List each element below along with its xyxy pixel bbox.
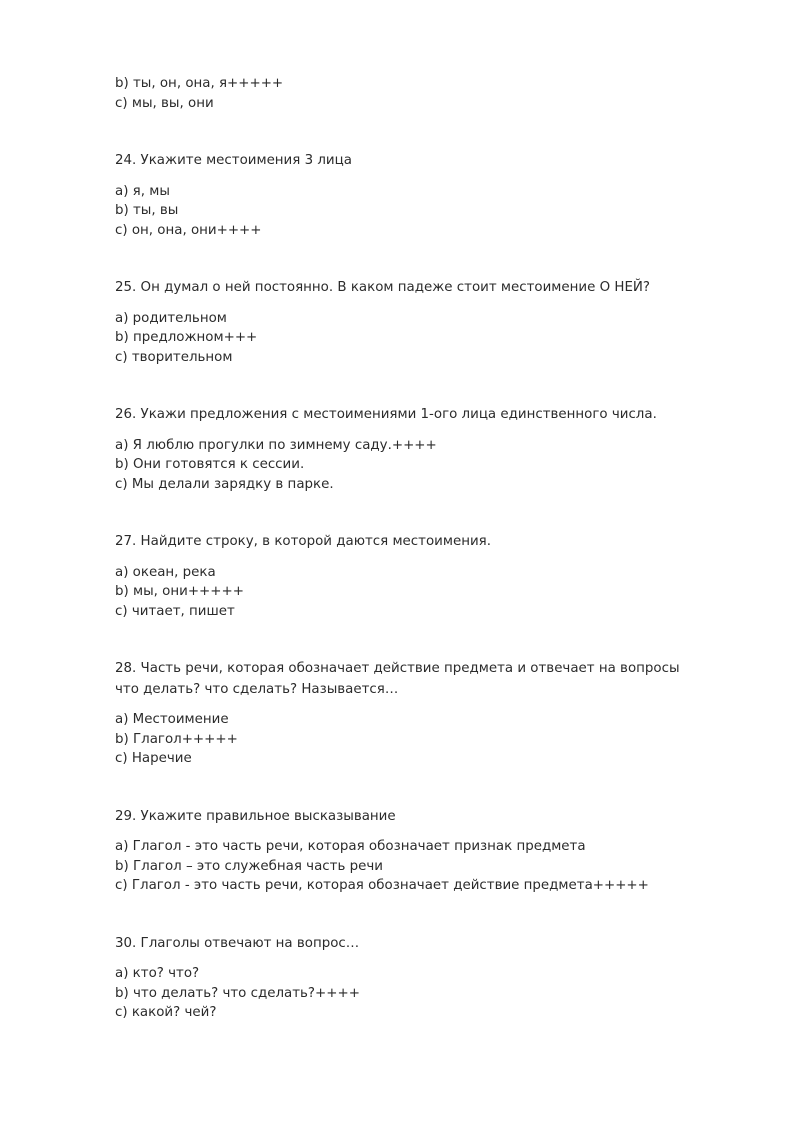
continued-options <box>115 74 715 113</box>
question-24 <box>115 151 715 240</box>
question-27 <box>115 532 715 621</box>
question-text: 30. Глаголы отвечают на вопрос… <box>115 935 360 951</box>
option-b: b) Глагол – это служебная часть речи <box>115 858 383 874</box>
question-text: 24. Укажите местоимения 3 лица <box>115 153 352 168</box>
question-28 <box>115 659 715 769</box>
option-c: c) Глагол - это часть речи, которая обозначает действие предмета+++++ <box>115 878 649 893</box>
question-text: 27. Найдите строку, в которой даются местоимения. <box>115 534 491 549</box>
option-b: b) предложном+++ <box>115 330 258 345</box>
option-c: c) читает, пишет <box>115 603 235 619</box>
document-page <box>115 74 715 1023</box>
option-c: c) он, она, они++++ <box>115 222 262 238</box>
question-30 <box>115 934 715 1023</box>
option-a: a) я, мы <box>115 183 170 199</box>
question-25 <box>115 278 715 367</box>
option-b: b) Они готовятся к сессии. <box>115 457 305 472</box>
option-a: a) Местоимение <box>115 712 229 727</box>
option-a: a) океан, река <box>115 564 216 580</box>
option-c: c) творительном <box>115 349 233 365</box>
question-text: 25. Он думал о ней постоянно. В каком падеже стоит местоимение О НЕЙ? <box>115 280 651 295</box>
option-b: b) Глагол+++++ <box>115 731 238 747</box>
question-26 <box>115 405 715 494</box>
option-b: b) мы, они+++++ <box>115 584 244 599</box>
option-b: b) ты, вы <box>115 203 179 218</box>
option-a: a) Я люблю прогулки по зимнему саду.++++ <box>115 437 437 453</box>
option-b: b) ты, он, она, я+++++ <box>115 76 284 91</box>
option-b: b) что делать? что сделать?++++ <box>115 985 360 1001</box>
question-text: 29. Укажите правильное высказывание <box>115 808 396 824</box>
option-c: c) какой? чей? <box>115 1005 217 1020</box>
question-29 <box>115 807 715 896</box>
option-a: a) родительном <box>115 310 227 326</box>
question-text: 26. Укажи предложения с местоимениями 1-ого лица единственного числа. <box>115 407 657 422</box>
option-a: a) Глагол - это часть речи, которая обозначает признак предмета <box>115 839 586 854</box>
option-c: c) Наречие <box>115 751 192 766</box>
option-c: c) мы, вы, они <box>115 95 214 111</box>
option-a: a) кто? что? <box>115 966 200 981</box>
option-c: c) Мы делали зарядку в парке. <box>115 476 334 492</box>
question-text: 28. Часть речи, которая обозначает действие предмета и отвечает на вопросы что делать? что сделать? Называется… <box>115 661 680 697</box>
